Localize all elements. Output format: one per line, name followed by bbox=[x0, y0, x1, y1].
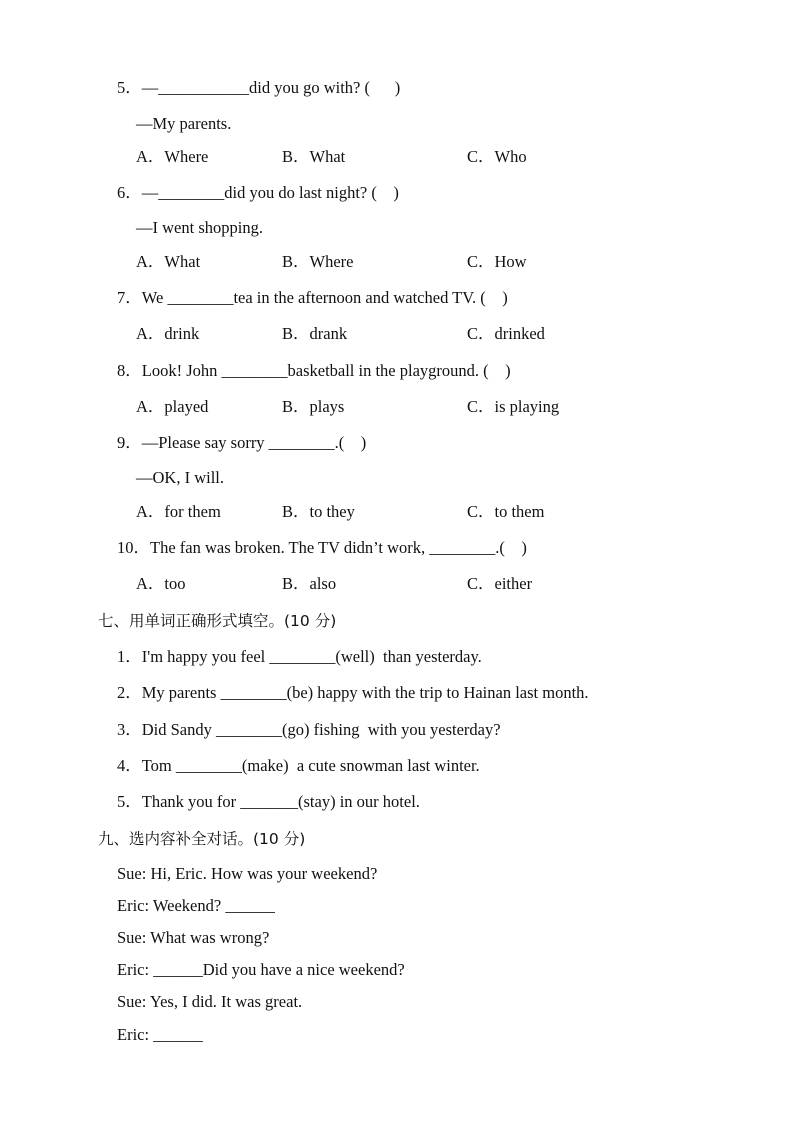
q9-answer: —OK, I will. bbox=[136, 468, 224, 487]
q9-option-c[interactable]: C．to them bbox=[467, 502, 545, 521]
q9-option-a[interactable]: A．for them bbox=[136, 502, 221, 521]
dialogue-line-4: Eric: ______Did you have a nice weekend? bbox=[117, 960, 405, 979]
q10-option-a[interactable]: A．too bbox=[136, 574, 186, 593]
section7-item-3: 3．Did Sandy ________(go) fishing with you yesterday? bbox=[117, 720, 501, 739]
q9-option-b[interactable]: B．to they bbox=[282, 502, 355, 521]
dialogue-line-2: Eric: Weekend? ______ bbox=[117, 896, 275, 915]
section7-heading: 七、用单词正确形式填空。(10 分) bbox=[98, 612, 337, 630]
q10-option-c[interactable]: C．either bbox=[467, 574, 533, 593]
dialogue-line-6: Eric: ______ bbox=[117, 1025, 203, 1044]
section7-item-4: 4．Tom ________(make) a cute snowman last winter. bbox=[117, 756, 480, 775]
q8-option-a[interactable]: A．played bbox=[136, 397, 209, 416]
q6-answer: —I went shopping. bbox=[136, 218, 263, 237]
dialogue-line-5: Sue: Yes, I did. It was great. bbox=[117, 992, 303, 1011]
q5-option-b[interactable]: B．What bbox=[282, 147, 346, 166]
q5-option-a[interactable]: A．Where bbox=[136, 147, 209, 166]
section7-item-5: 5．Thank you for _______(stay) in our hotel. bbox=[117, 792, 420, 811]
dialogue-line-3: Sue: What was wrong? bbox=[117, 928, 270, 947]
section9-heading: 九、选内容补全对话。(10 分) bbox=[98, 830, 306, 848]
section7-item-2: 2．My parents ________(be) happy with the trip to Hainan last month. bbox=[117, 683, 589, 702]
section7-item-1: 1．I'm happy you feel ________(well) than yesterday. bbox=[117, 647, 482, 666]
q6-stem: 6．—________did you do last night? ( ) bbox=[117, 183, 399, 202]
q5-stem: 5．—___________did you go with? ( ) bbox=[117, 78, 401, 97]
q7-option-c[interactable]: C．drinked bbox=[467, 324, 545, 343]
q7-option-b[interactable]: B．drank bbox=[282, 324, 348, 343]
q5-answer: —My parents. bbox=[136, 114, 232, 133]
q8-option-c[interactable]: C．is playing bbox=[467, 397, 560, 416]
q10-option-b[interactable]: B．also bbox=[282, 574, 337, 593]
q7-stem: 7．We ________tea in the afternoon and watched TV. ( ) bbox=[117, 288, 508, 307]
q6-option-c[interactable]: C．How bbox=[467, 252, 527, 271]
q7-option-a[interactable]: A．drink bbox=[136, 324, 200, 343]
q10-stem: 10．The fan was broken. The TV didn’t work, ________.( ) bbox=[117, 538, 527, 557]
dialogue-line-1: Sue: Hi, Eric. How was your weekend? bbox=[117, 864, 378, 883]
q5-option-c[interactable]: C．Who bbox=[467, 147, 527, 166]
q9-stem: 9．—Please say sorry ________.( ) bbox=[117, 433, 367, 452]
q8-stem: 8．Look! John ________basketball in the playground. ( ) bbox=[117, 361, 511, 380]
q8-option-b[interactable]: B．plays bbox=[282, 397, 345, 416]
q6-option-a[interactable]: A．What bbox=[136, 252, 201, 271]
q6-option-b[interactable]: B．Where bbox=[282, 252, 354, 271]
